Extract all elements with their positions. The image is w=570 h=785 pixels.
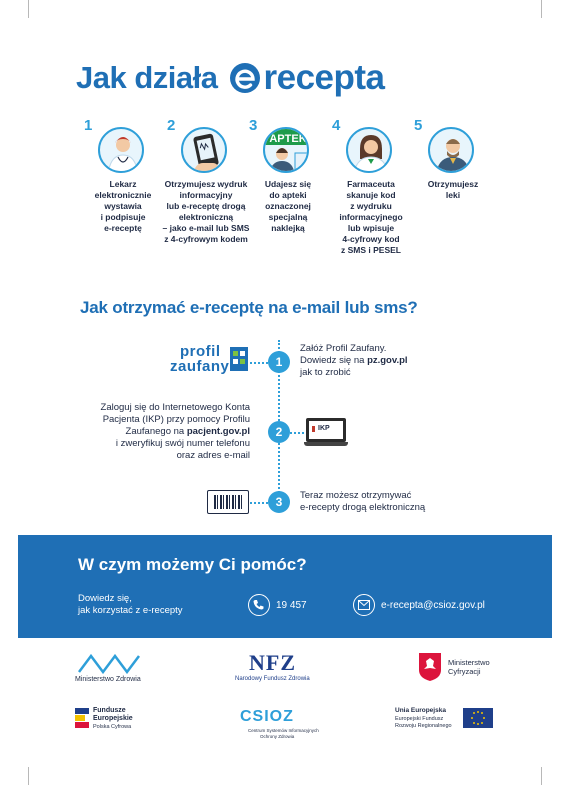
email-icon [353, 594, 375, 616]
title-brand: recepta [263, 58, 385, 97]
fe-label-2: Europejskie [93, 715, 133, 722]
mz-label: Ministerstwo Zdrowia [75, 676, 141, 683]
profil-logo-top: profil [180, 343, 221, 360]
step-number: 3 [249, 117, 258, 134]
pharmacist-icon [346, 127, 392, 173]
fe-logo [75, 706, 155, 736]
steps-section [78, 115, 498, 275]
ue-label-1: Unia Europejska [395, 707, 446, 714]
patient-icon [428, 127, 474, 173]
step-number: 5 [414, 117, 423, 134]
phone-contact[interactable] [248, 593, 307, 617]
connector-line [250, 362, 268, 364]
ue-logo [395, 706, 495, 736]
crop-mark [541, 767, 542, 785]
phone-number: 19 457 [276, 599, 307, 611]
fe-label-3: Polska Cyfrowa [93, 724, 132, 730]
phone-icon [248, 594, 270, 616]
howto-heading: Jak otrzymać e-receptę na e-mail lub sms? [80, 298, 418, 317]
csioz-mark: CSIOZ [240, 708, 294, 725]
mc-label-2: Cyfryzacji [448, 667, 481, 676]
erecepta-logo-icon [229, 62, 261, 94]
howto-badge-3: 3 [268, 491, 290, 513]
mz-logo-icon [77, 652, 141, 674]
step-text: Farmaceuta skanuje kod z wydruku informacyjnego lub wpisuje 4-cyfrowy kod z SMS i PESEL [339, 179, 403, 255]
csioz-logo [240, 708, 340, 742]
profil-logo-bottom: zaufany [170, 358, 230, 375]
ue-label-2: Europejski Fundusz [395, 716, 444, 722]
step-text: Otrzymujesz wydruk informacyjny lub e-receptę drogą elektroniczną – jako e-mail lub SMS z 4-cyfrowym kodem [162, 179, 250, 244]
ikp-label: IKP [318, 425, 330, 432]
csioz-label-1: Centrum Systemów Informacyjnych [248, 728, 319, 733]
pacjent-link[interactable]: pacjent.gov.pl [186, 426, 250, 437]
howto-badge-2: 2 [268, 421, 290, 443]
fe-label-1: Fundusze [93, 707, 126, 714]
step-number: 1 [84, 117, 93, 134]
connector-line [290, 432, 304, 434]
crop-mark [541, 0, 542, 18]
howto-item-3-text: Teraz możesz otrzymywać e-recepty drogą elektroniczną [300, 490, 426, 513]
step-number: 2 [167, 117, 176, 134]
ue-label-3: Rozwoju Regionalnego [395, 723, 452, 729]
email-contact[interactable] [353, 593, 485, 617]
nfz-label: Narodowy Fundusz Zdrowia [235, 676, 310, 682]
pharmacy-sign-text: APTEK [269, 133, 307, 145]
step-text: Udajesz się do apteki oznaczonej specjalną naklejką [264, 179, 312, 233]
mz-logo [75, 652, 155, 686]
step-number: 4 [332, 117, 341, 134]
profil-logo-icon [230, 347, 248, 371]
fe-logo-icon [75, 708, 89, 728]
doctor-icon [98, 127, 144, 173]
step-text: Lekarz elektronicznie wystawia i podpisuje e-receptę [94, 179, 152, 233]
help-subtitle: Dowiedz się, jak korzystać z e-recepty [78, 593, 183, 616]
barcode-icon [207, 490, 249, 514]
step-text: Otrzymujesz leki [427, 179, 479, 200]
csioz-label-2: Ochrony Zdrowia [260, 734, 295, 739]
help-banner [18, 535, 552, 638]
mc-logo [418, 650, 508, 686]
howto-item-1-text: Załóż Profil Zaufany. Dowiedz się na pz.gov.pl jak to zrobić [300, 343, 408, 378]
page-title [76, 52, 385, 104]
pharmacy-icon [263, 127, 309, 173]
mc-label-1: Ministerstwo [448, 658, 490, 667]
nfz-logo [235, 650, 345, 686]
howto-item-2-text: Zaloguj się do Internetowego Konta Pacjenta (IKP) przy pomocy Profilu Zaufanego na pacjent.gov.pl i zweryfikuj swój numer telefonu oraz adres e-mail [100, 402, 250, 461]
laptop-icon [304, 418, 348, 448]
pz-link[interactable]: pz.gov.pl [367, 355, 408, 366]
profil-zaufany-logo [170, 343, 248, 377]
help-heading: W czym możemy Ci pomóc? [78, 555, 307, 574]
phone-icon [181, 127, 227, 173]
crop-mark [28, 0, 29, 18]
crop-mark [28, 767, 29, 785]
email-address: e-recepta@csioz.gov.pl [381, 599, 485, 611]
connector-line [250, 502, 268, 504]
eagle-emblem-icon [418, 652, 442, 682]
title-prefix: Jak działa [76, 60, 218, 95]
nfz-mark: NFZ [249, 650, 296, 675]
howto-badge-1: 1 [268, 351, 290, 373]
eu-flag-icon [463, 708, 493, 728]
